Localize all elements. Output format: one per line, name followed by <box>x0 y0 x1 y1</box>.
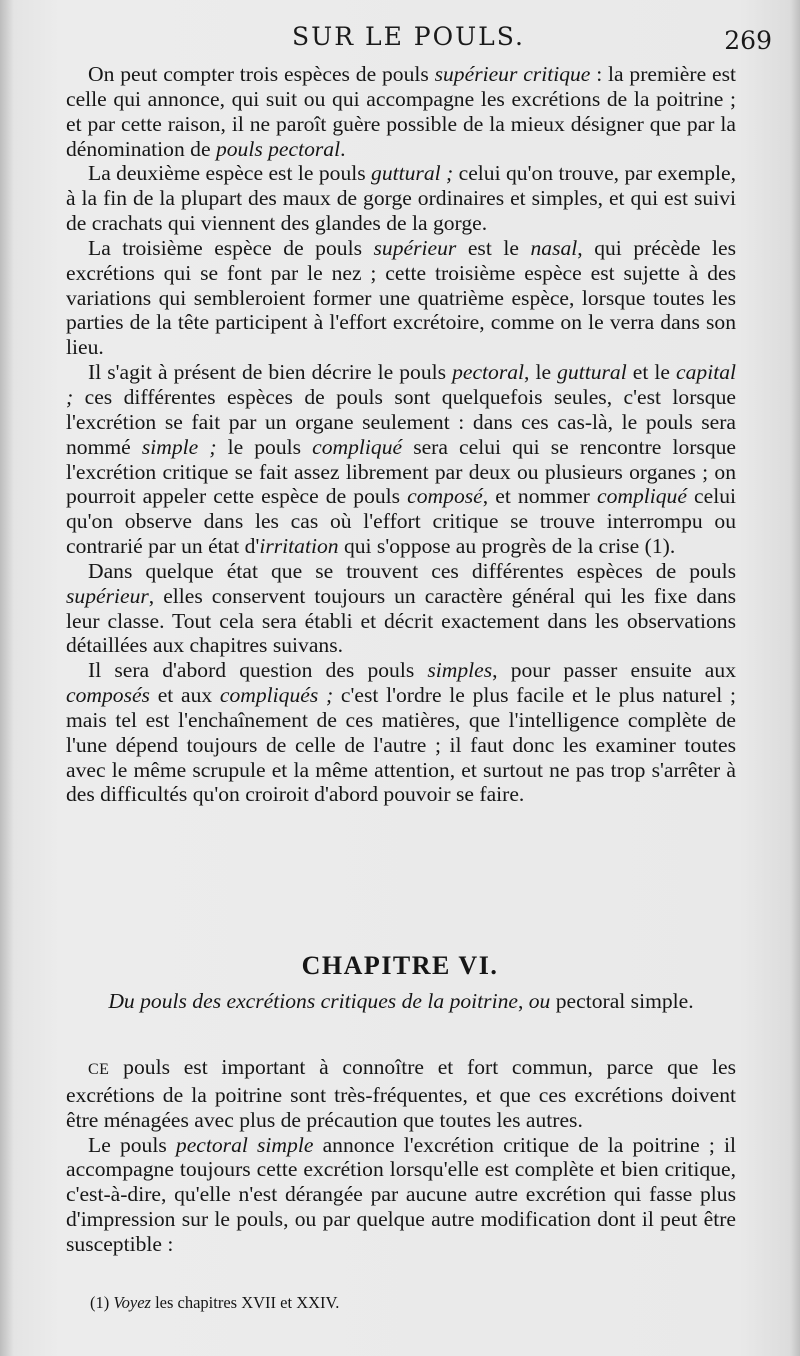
paragraph <box>66 1133 736 1257</box>
italic-text: pouls pectoral <box>215 136 341 161</box>
text-run: . <box>340 136 346 161</box>
text-run: , et nommer <box>482 484 597 509</box>
text-run: qui s'oppose au progrès de la crise (1). <box>338 534 676 559</box>
text-run: : la première est celle qui annonce, qui suit ou qui accompagne les excrétions de la poitrine ; et par cette raison, il ne paroît guère possible de la mieux désigner que par la dénomination de <box>66 62 736 161</box>
italic-text: compliqué <box>312 434 403 459</box>
paragraph <box>66 62 736 161</box>
text-run: sera celui qui se rencontre lorsque l'excrétion critique se fait assez librement par deux ou plusieurs organes ; on pourroit appeler cette espèce de pouls <box>66 434 737 509</box>
text-run: est le <box>456 235 531 260</box>
italic-text: supérieur <box>66 583 149 608</box>
text-run: annonce l'excrétion critique de la poitrine ; il accompagne toujours cette excrétion lorsqu'elle est complète et bien critique, c'est-à-dire, qu'elle n'est dérangée par aucune autre excrétion qui fasse plus d'impression sur le pouls, ou par quelque autre modification dont il peut être susceptible : <box>66 1132 736 1256</box>
italic-text: supérieur critique <box>434 62 591 86</box>
text-run: , elles conservent toujours un caractère général qui les fixe dans leur classe. Tout cela sera établi et décrit exactement dans les observations détaillées aux chapitres suivans. <box>66 583 736 658</box>
text-run: le pouls <box>216 434 313 459</box>
footnote-text: les chapitres XVII et XXIV. <box>150 1293 340 1312</box>
paragraph <box>66 1055 736 1133</box>
chapter-subtitle-roman: pectoral simple. <box>550 989 694 1013</box>
italic-text: compliqué <box>596 484 687 509</box>
text-run: celui qu'on observe dans les cas où l'effort critique se trouve interrompu ou contrarié par un état d' <box>66 484 737 559</box>
text-run: La deuxième espèce est le pouls <box>88 161 372 186</box>
paragraph <box>66 161 736 236</box>
italic-text: guttural ; <box>371 161 454 186</box>
text-run: On peut compter trois espèces de pouls <box>88 62 435 86</box>
chapter-subtitle <box>66 988 736 1014</box>
chapter-body-text <box>66 1055 736 1257</box>
footnote-marker: (1) <box>90 1293 110 1312</box>
chapter-subtitle-or: ou <box>528 989 551 1013</box>
running-head: SUR LE POULS. <box>292 22 525 51</box>
text-run: ces différentes espèces de pouls sont quelquefois seules, c'est lorsque l'excrétion se fait par un organe seulement : dans ces cas-là, le pouls sera nommé <box>66 384 736 459</box>
text-run: c'est l'ordre le plus facile et le plus naturel ; mais tel est l'enchaînement de ces matières, que l'intelligence complète de l'une dépend toujours de celle de l'autre ; il faut donc les examiner toutes avec le même scrupule et la même attention, et surtout ne pas trop s'arrêter à des difficultés qu'on croiroit d'abord pouvoir se faire. <box>66 683 736 807</box>
text-run: et le <box>626 360 677 385</box>
italic-text: composé <box>407 484 483 509</box>
page-number: 269 <box>724 26 772 55</box>
chapter-subtitle-italic: Du pouls des excrétions critiques de la poitrine <box>108 989 518 1013</box>
text-run: celui qu'on trouve, par exemple, à la fin de la plupart des maux de gorge ordinaires et simples, et qui est suivi de crachats qui viennent des glandes de la gorge. <box>66 161 736 236</box>
chapter-subtitle-separator: , <box>517 989 529 1013</box>
italic-text: simples <box>427 658 493 683</box>
paragraph <box>66 360 736 559</box>
text-run: et aux <box>149 683 220 708</box>
italic-text: pectoral simple <box>175 1132 314 1157</box>
italic-text: supérieur <box>373 235 457 260</box>
text-run: CE <box>88 1061 110 1078</box>
text-run: Il sera d'abord question des pouls <box>88 658 428 683</box>
text-run: pouls est important à connoître et fort commun, parce que les excrétions de la poitrine sont très-fréquentes, et que ces excrétions doivent être ménagées avec plus de précaution que toutes les autres. <box>66 1055 736 1132</box>
italic-text: compliqués ; <box>219 683 334 708</box>
body-text <box>66 62 736 807</box>
text-run: Il s'agit à présent de bien décrire le pouls <box>88 360 453 385</box>
paragraph <box>66 658 736 807</box>
text-run: La troisième espèce de pouls <box>88 235 374 260</box>
text-run: , qui précède les excrétions qui se font par le nez ; cette troisième espèce est sujette à des variations qui sembleroient former une quatrième espèce, lorsque toutes les parties de la tête participent à l'effort excrétoire, comme on le verra dans son lieu. <box>66 235 736 360</box>
footnote-italic: Voyez <box>113 1293 151 1312</box>
italic-text: capital ; <box>66 360 737 409</box>
paragraph <box>66 236 736 360</box>
page-header <box>0 22 800 62</box>
text-run: Le pouls <box>88 1132 176 1157</box>
italic-text: nasal <box>530 235 578 260</box>
italic-text: composés <box>66 683 150 708</box>
italic-text: guttural <box>557 360 627 385</box>
chapter-title: CHAPITRE VI. <box>301 951 499 980</box>
italic-text: pectoral <box>452 360 525 385</box>
paragraph <box>66 559 736 658</box>
text-run: , le <box>524 360 558 385</box>
footnote <box>90 1293 740 1313</box>
italic-text: irritation <box>259 534 339 559</box>
italic-text: simple ; <box>141 434 217 459</box>
text-run: , pour passer ensuite aux <box>492 658 736 683</box>
text-run: Dans quelque état que se trouvent ces différentes espèces de pouls <box>88 558 736 583</box>
